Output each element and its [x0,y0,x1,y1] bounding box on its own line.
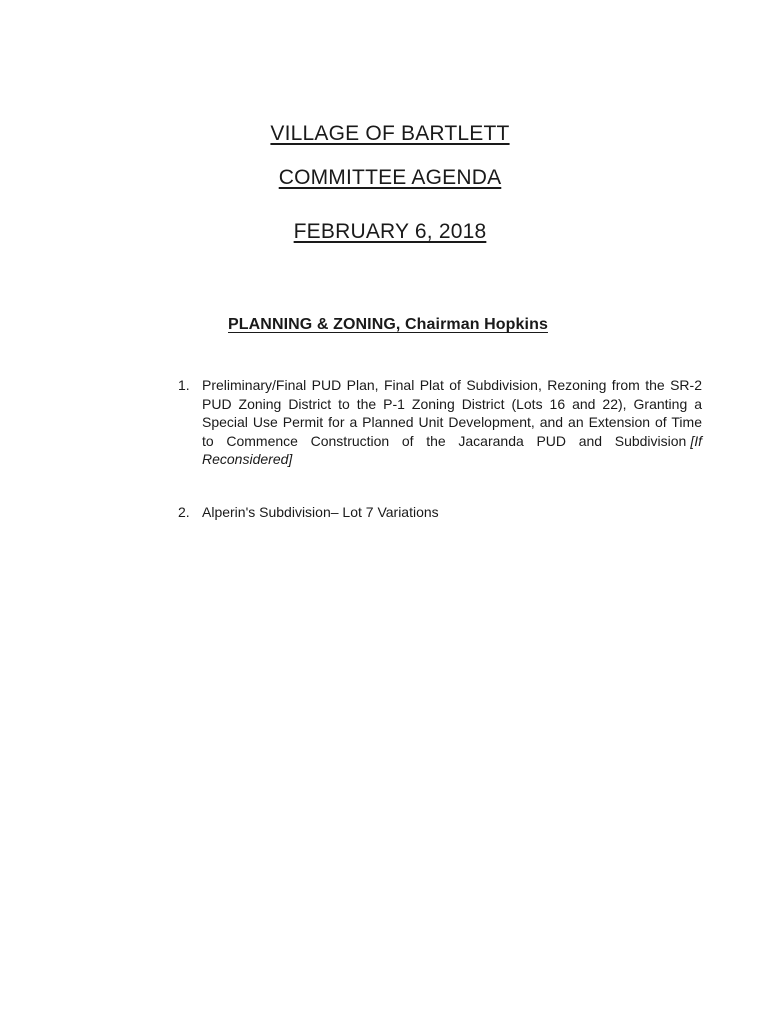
agenda-item-2 [172,503,702,522]
agenda-item-text: Alperin's Subdivision– Lot 7 Variations [202,503,439,520]
agenda-title: COMMITTEE AGENDA [278,166,502,189]
agenda-item-text-wrapper [202,376,702,469]
agenda-item-number: 2. [178,503,190,520]
agenda-item-note: [If Reconsidered] [202,432,702,467]
agenda-item-text: Preliminary/Final PUD Plan, Final Plat of Subdivision, Rezoning from the SR-2 PUD Zoning District to the P-1 Zoning District (Lots 16 and 22), Granting a Special Use Permit for a Planned Unit Development, and an Extension of Time to Commence Construction of the Jacaranda PUD and Subdivision [202,377,702,449]
agenda-date: FEBRUARY 6, 2018 [293,220,487,243]
agenda-item-1 [172,376,702,469]
agenda-item-number: 1. [178,377,190,393]
village-title: VILLAGE OF BARTLETT [270,122,510,145]
agenda-list [172,376,702,521]
section-heading: PLANNING & ZONING, Chairman Hopkins [228,316,548,333]
